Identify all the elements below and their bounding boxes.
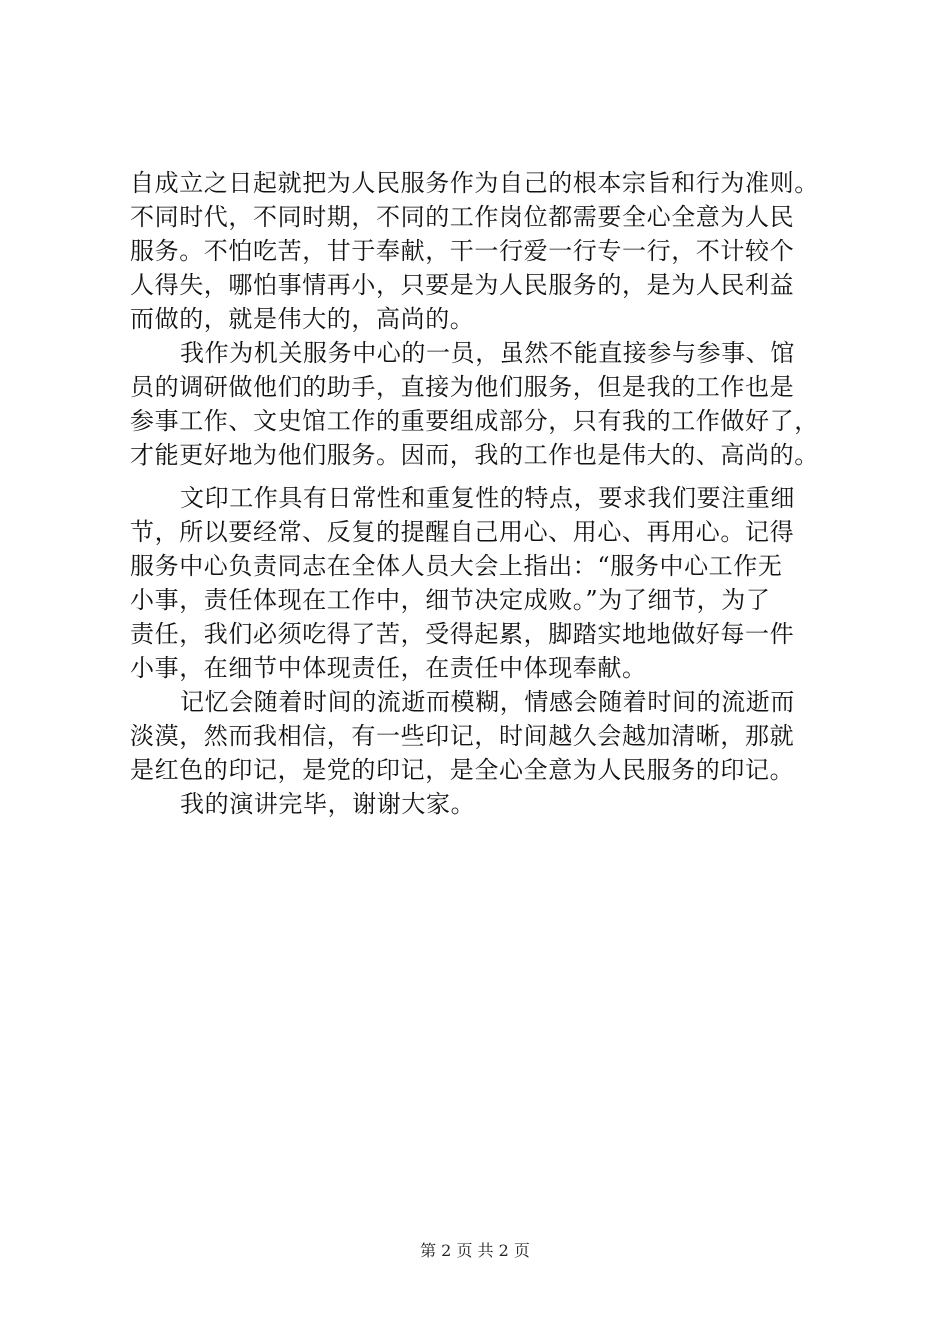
paragraph-line: 是红色的印记，是党的印记，是全心全意为人民服务的印记。 [130,756,795,784]
paragraph-4 [130,685,830,787]
paragraph-line: 不同时代，不同时期，不同的工作岗位都需要全心全意为人民 [130,203,795,231]
paragraph-line: 人得失，哪怕事情再小，只要是为人民服务的，是为人民利益 [130,271,795,299]
paragraph-line: 小事，在细节中体现责任，在责任中体现奉献。 [130,654,647,682]
page-number-footer: 第 2 页 共 2 页 [420,1241,530,1260]
paragraph-line: 而做的，就是伟大的，高尚的。 [130,305,475,333]
paragraph-line: 我作为机关服务中心的一员，虽然不能直接参与参事、馆 [180,339,795,367]
paragraph-line: 我的演讲完毕，谢谢大家。 [180,790,476,818]
paragraph-3 [130,481,830,685]
paragraph-line: 才能更好地为他们服务。因而，我的工作也是伟大的、高尚的。 [130,441,819,469]
paragraph-line: 参事工作、文史馆工作的重要组成部分，只有我的工作做好了， [130,407,819,435]
paragraph-line: 服务。不怕吃苦，甘于奉献，干一行爱一行专一行，不计较个 [130,237,795,265]
paragraph-line: 文印工作具有日常性和重复性的特点，要求我们要注重细 [180,484,795,512]
paragraph-line: 淡漠，然而我相信，有一些印记，时间越久会越加清晰，那就 [130,722,795,750]
paragraph-line: 责任，我们必须吃得了苦，受得起累，脚踏实地地做好每一件 [130,620,795,648]
paragraph-2 [130,336,830,472]
paragraph-line: 小事，责任体现在工作中，细节决定成败。”为了细节，为了 [130,586,771,614]
paragraph-line: 记忆会随着时间的流逝而模糊，情感会随着时间的流逝而 [180,688,795,716]
paragraph-line: 服务中心负责同志在全体人员大会上指出：“服务中心工作无 [130,552,783,580]
paragraph-line: 节，所以要经常、反复的提醒自己用心、用心、再用心。记得 [130,518,795,546]
paragraph-line: 员的调研做他们的助手，直接为他们服务，但是我的工作也是 [130,373,795,401]
paragraph-line: 自成立之日起就把为人民服务作为自己的根本宗旨和行为准则。 [130,169,819,197]
paragraph-5 [130,787,830,821]
paragraph-1 [130,166,830,336]
